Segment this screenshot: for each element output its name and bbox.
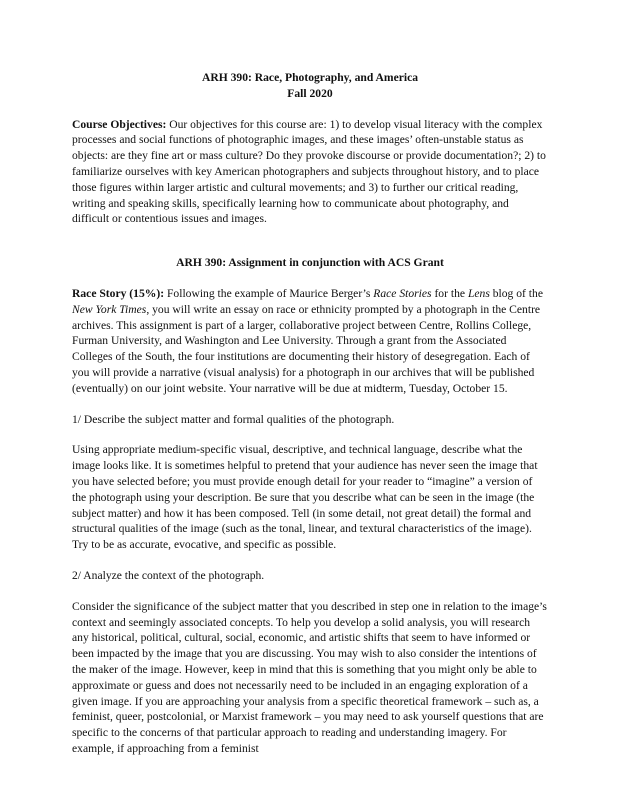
step2-body: Consider the significance of the subject matter that you described in step one in relation to the image’s context and seemingly associated concepts. To help you develop a solid analysis, you will research any historical, political, cultural, social, economic, and artistic shifts that seem to have informed or been impacted by the image that you are discussing. You may wish to also consider the intentions of the maker of the image. However, keep in mind that this is something that you might only be able to approximate or guess and does not necessarily need to be included in an engaging exploration of a given image. If you are approaching your analysis from a specific theoretical framework – such as, a feminist, queer, postcolonial, or Marxist framework – you may need to ask yourself questions that are specific to the concerns of that particular approach to reading and understanding imagery. For example, if approaching from a feminist [72, 599, 547, 755]
step2-heading: 2/ Analyze the context of the photograph. [72, 568, 265, 582]
course-header [72, 70, 548, 102]
objectives-label: Course Objectives: [72, 117, 167, 131]
course-term: Fall 2020 [287, 86, 333, 100]
step1-body: Using appropriate medium-specific visual, descriptive, and technical language, describe what the image looks like. It is sometimes helpful to pretend that your audience has never seen the image that you have selected before; you must provide enough detail for your reader to “imagine” a version of the photograph using your description. Be sure that you describe what can be seen in the image (the subject matter) and how it has been composed. Tell (in some detail, not great detail) the formal and structural qualities of the image (such as the tonal, linear, and textural characteristics of the image). Try to be as accurate, evocative, and specific as possible. [72, 443, 538, 552]
race-story-text-1: Following the example of Maurice Berger’s [164, 286, 374, 300]
race-story-text-2: for the [431, 286, 468, 300]
course-objectives-paragraph [72, 117, 548, 228]
course-title: ARH 390: Race, Photography, and America [201, 71, 419, 84]
race-story-text-4: , you will write an essay on race or ethnicity prompted by a photograph in the Centre archives. This assignment is part of a larger, collaborative project between Centre, Rollins College, Furman University, and Washington and Lee University. Through a grant from the Associated Colleges of the South, the four institutions are documenting their history of desegregation. Each of you will provide a narrative (visual analysis) for a photograph in our archives that will be published (eventually) on our joint website. Your narrative will be due at midterm, Tuesday, October 15. [72, 302, 541, 395]
race-story-label: Race Story (15%): [72, 286, 165, 300]
race-story-paragraph [72, 286, 548, 397]
lens-blog-title: Lens [467, 286, 490, 300]
assignment-title: ARH 390: Assignment in conjunction with ACS Grant [176, 256, 444, 270]
race-story-text-3: blog of the [489, 286, 543, 300]
document-page [72, 70, 548, 772]
race-stories-title: Race Stories [373, 286, 432, 300]
step1-heading: 1/ Describe the subject matter and formal qualities of the photograph. [72, 412, 395, 426]
nyt-title: New York Times [72, 302, 147, 316]
objectives-text: Our objectives for this course are: 1) to develop visual literacy with the complex processes and social functions of photographic images, and these images’ often-unstable status as objects: are they fine art or mass culture? Do they provoke discourse or provide documentation?; 2) to familiarize ourselves with key American photographers and subjects throughout history, and to place those figures within larger artistic and cultural movements; and 3) to further our critical reading, writing and speaking skills, specifically learning how to communicate about photography, and difficult or contentious issues and images. [72, 117, 546, 226]
